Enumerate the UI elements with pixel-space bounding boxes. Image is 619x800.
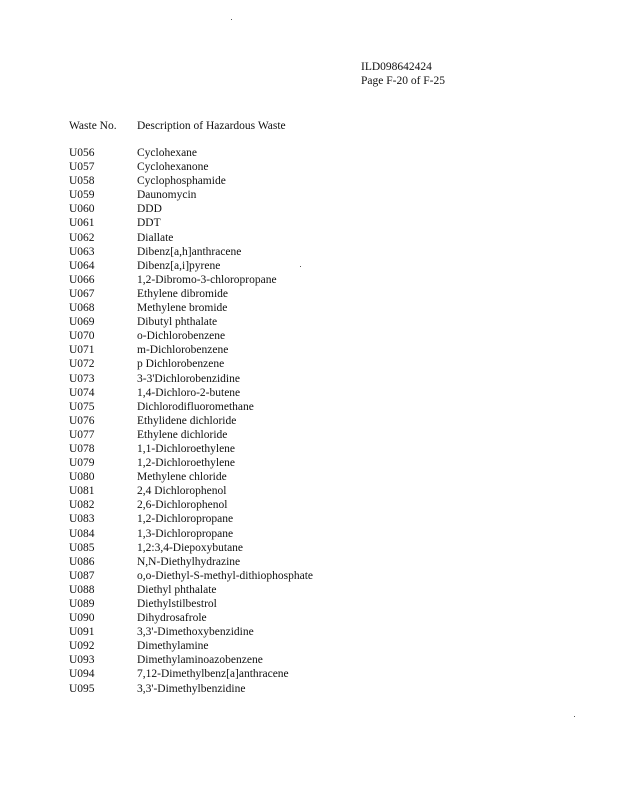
table-row [0, 315, 619, 329]
table-row [0, 470, 619, 484]
waste-description: Dibenz[a,i]pyrene [137, 259, 221, 272]
table-row [0, 414, 619, 428]
waste-description: Dibutyl phthalate [137, 316, 218, 329]
waste-description: 2,4 Dichlorophenol [137, 485, 227, 498]
waste-description: Ethylene dichloride [137, 428, 228, 441]
waste-code: U060 [69, 203, 95, 216]
table-row [0, 400, 619, 414]
waste-description: Cyclohexanone [137, 161, 209, 174]
waste-code: U076 [69, 414, 95, 427]
waste-description: Dimethylamine [137, 640, 209, 653]
table-row [0, 682, 619, 696]
waste-description: Diethylstilbestrol [137, 598, 217, 610]
table-row [0, 202, 619, 216]
waste-description: Dichlorodifluoromethane [137, 400, 254, 413]
waste-code: U077 [69, 428, 95, 441]
waste-code: U066 [69, 273, 95, 286]
waste-description: DDD [137, 203, 162, 216]
waste-code: U090 [69, 612, 95, 625]
waste-description: p Dichlorobenzene [137, 358, 225, 371]
waste-description: 3-3'Dichlorobenzidine [137, 372, 240, 385]
table-row [0, 146, 619, 160]
waste-code: U063 [69, 245, 95, 258]
waste-code: U062 [69, 231, 95, 244]
table-row [0, 372, 619, 386]
waste-code: U079 [69, 457, 95, 470]
waste-description: 1,4-Dichloro-2-butene [137, 386, 241, 399]
waste-code: U095 [69, 682, 95, 695]
table-row [0, 301, 619, 315]
waste-code: U058 [69, 175, 95, 188]
table-row [0, 160, 619, 174]
waste-description: 3,3'-Dimethylbenzidine [137, 682, 246, 695]
waste-description: 7,12-Dimethylbenz[a]anthracene [137, 668, 289, 681]
table-row [0, 442, 619, 456]
table-row [0, 667, 619, 681]
waste-description: 1,3-Dichloropropane [137, 527, 234, 540]
table-row [0, 386, 619, 400]
waste-description: 1,2:3,4-Diepoxybutane [137, 541, 244, 554]
table-row [0, 583, 619, 597]
waste-code: U074 [69, 386, 95, 399]
table-row [0, 329, 619, 343]
waste-description: o,o-Diethyl-S-methyl-dithiophosphate [137, 569, 313, 582]
table-row [0, 541, 619, 555]
waste-code: U093 [69, 654, 95, 667]
waste-code: U086 [69, 555, 95, 568]
waste-code: U072 [69, 358, 95, 371]
page-number: Page F-20 of F-25 [361, 75, 446, 87]
waste-no-column-header: Waste No. [69, 120, 117, 132]
table-row [0, 357, 619, 371]
waste-code: U068 [69, 302, 95, 315]
waste-description: o-Dichlorobenzene [137, 330, 226, 343]
table-row [0, 569, 619, 583]
waste-description: Diallate [137, 231, 174, 244]
waste-code: U071 [69, 344, 95, 357]
waste-code: U094 [69, 668, 95, 681]
table-row [0, 498, 619, 512]
waste-description: Dibenz[a,h]anthracene [137, 245, 242, 258]
table-row [0, 527, 619, 541]
waste-code: U064 [69, 259, 95, 272]
table-row [0, 611, 619, 625]
waste-code: U081 [69, 485, 95, 498]
document-id: ILD098642424 [361, 61, 432, 73]
waste-code: U083 [69, 513, 95, 526]
table-row [0, 216, 619, 230]
waste-description: 2,6-Dichlorophenol [137, 499, 228, 512]
waste-description: m-Dichlorobenzene [137, 344, 229, 357]
scan-speck [574, 716, 575, 717]
table-row [0, 512, 619, 526]
table-row [0, 174, 619, 188]
table-row [0, 555, 619, 569]
scan-speck [231, 19, 232, 20]
table-row [0, 231, 619, 245]
waste-description: Methylene bromide [137, 302, 228, 315]
waste-description: Cyclohexane [137, 147, 198, 159]
table-row [0, 653, 619, 667]
table-row [0, 273, 619, 287]
table-row [0, 625, 619, 639]
waste-description: Dihydrosafrole [137, 612, 207, 625]
table-row [0, 484, 619, 498]
table-row [0, 245, 619, 259]
waste-description: Methylene chloride [137, 471, 227, 484]
waste-code: U061 [69, 217, 95, 230]
waste-description: 1,2-Dichloroethylene [137, 457, 236, 470]
table-row [0, 428, 619, 442]
table-row [0, 188, 619, 202]
page-header [361, 60, 445, 88]
table-row [0, 343, 619, 357]
waste-code: U084 [69, 527, 95, 540]
waste-description: Daunomycin [137, 189, 197, 202]
table-row [0, 259, 619, 273]
waste-code: U056 [69, 147, 95, 159]
waste-description: N,N-Diethylhydrazine [137, 555, 241, 568]
waste-description: Dimethylaminoazobenzene [137, 654, 263, 667]
waste-code: U069 [69, 316, 95, 329]
waste-code: U057 [69, 161, 95, 174]
waste-code: U078 [69, 442, 95, 455]
waste-code: U073 [69, 372, 95, 385]
waste-description: Ethylidene dichloride [137, 414, 237, 427]
table-row [0, 597, 619, 611]
waste-code: U067 [69, 287, 95, 300]
waste-description: DDT [137, 217, 161, 230]
waste-description: Ethylene dibromide [137, 287, 229, 300]
waste-code: U080 [69, 471, 95, 484]
waste-list [0, 146, 619, 696]
waste-code: U089 [69, 598, 95, 610]
waste-code: U085 [69, 541, 95, 554]
waste-description: Cyclophosphamide [137, 175, 226, 188]
waste-code: U087 [69, 569, 95, 582]
waste-code: U070 [69, 330, 95, 343]
waste-description: 1,1-Dichloroethylene [137, 442, 236, 455]
waste-description: 1,2-Dichloropropane [137, 513, 234, 526]
waste-code: U088 [69, 583, 95, 596]
description-column-header: Description of Hazardous Waste [137, 120, 286, 132]
waste-code: U059 [69, 189, 95, 202]
table-row [0, 287, 619, 301]
waste-description: 3,3'-Dimethoxybenzidine [137, 626, 254, 639]
waste-code: U075 [69, 400, 95, 413]
table-row [0, 639, 619, 653]
waste-code: U091 [69, 626, 95, 639]
waste-description: 1,2-Dibromo-3-chloropropane [137, 273, 277, 286]
waste-code: U092 [69, 640, 95, 653]
waste-code: U082 [69, 499, 95, 512]
table-row [0, 456, 619, 470]
waste-description: Diethyl phthalate [137, 583, 217, 596]
